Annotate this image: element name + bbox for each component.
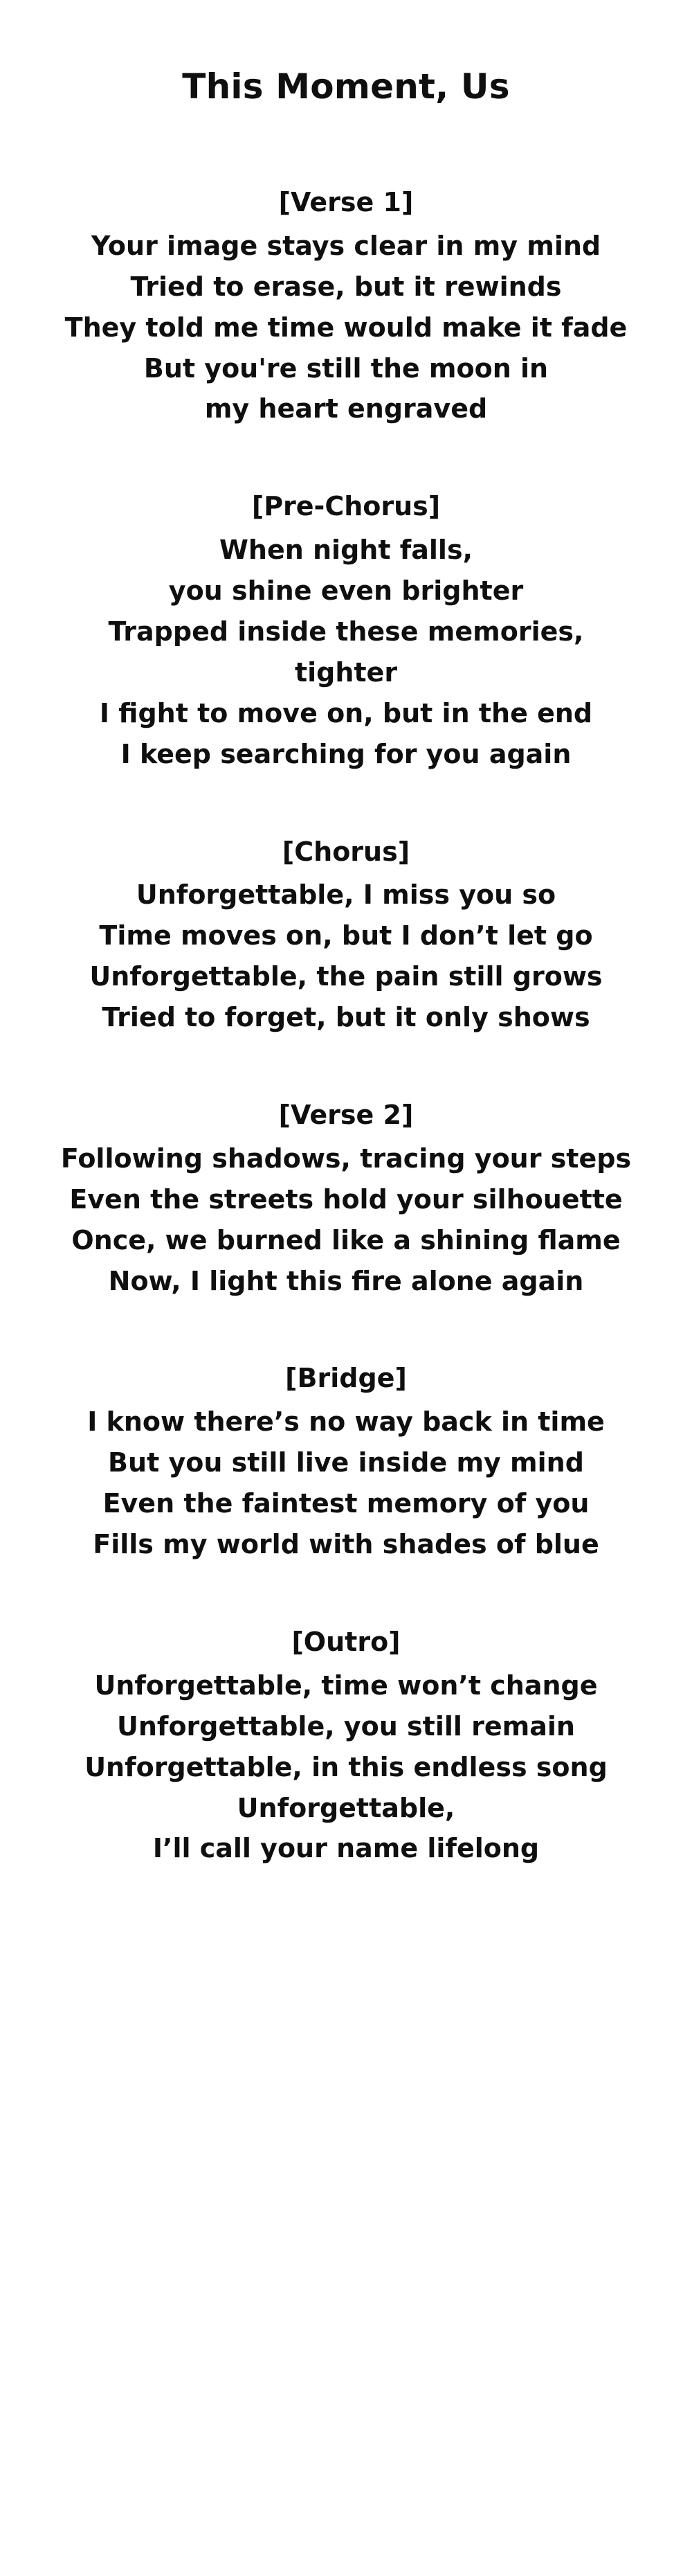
lyric-line: But you still live inside my mind bbox=[108, 1447, 584, 1478]
lyric-line: you shine even brighter bbox=[168, 575, 524, 607]
lyric-line: Your image stays clear in my mind bbox=[91, 230, 601, 261]
lyric-line: I keep searching for you again bbox=[120, 738, 572, 769]
lyric-line: I’ll call your name lifelong bbox=[152, 1833, 540, 1864]
lyrics-section bbox=[28, 182, 664, 429]
lyrics-section bbox=[28, 1358, 664, 1564]
section-header: [Verse 2] bbox=[278, 1100, 414, 1131]
lyric-line: Fills my world with shades of blue bbox=[93, 1529, 599, 1560]
lyric-line: Even the streets hold your silhouette bbox=[69, 1183, 623, 1215]
lyric-line: Tried to forget, but it only shows bbox=[102, 1002, 590, 1033]
section-header: [Outro] bbox=[291, 1626, 401, 1657]
lyric-line: Unforgettable, the pain still grows bbox=[89, 961, 603, 992]
lyric-line: Unforgettable, you still remain bbox=[117, 1710, 575, 1742]
lyric-line: They told me time would make it fade bbox=[64, 312, 628, 343]
lyric-line: my heart engraved bbox=[204, 393, 488, 424]
section-header: [Chorus] bbox=[282, 836, 410, 867]
section-header: [Verse 1] bbox=[278, 187, 414, 217]
page-title: This Moment, Us bbox=[182, 66, 510, 107]
lyric-line: Now, I light this fire alone again bbox=[108, 1265, 584, 1296]
lyrics-section bbox=[28, 486, 664, 774]
lyric-line: Tried to erase, but it rewinds bbox=[130, 271, 562, 302]
lyrics-section bbox=[28, 1095, 664, 1301]
lyric-line: But you're still the moon in bbox=[143, 352, 549, 384]
lyric-line: Unforgettable, time won’t change bbox=[94, 1670, 598, 1701]
lyric-line: Even the faintest memory of you bbox=[102, 1488, 590, 1519]
lyric-line: Unforgettable, in this endless song bbox=[84, 1751, 608, 1782]
section-header: [Pre-Chorus] bbox=[251, 491, 441, 522]
lyric-line: tighter bbox=[294, 656, 398, 688]
lyric-line: I fight to move on, but in the end bbox=[99, 697, 593, 728]
lyric-line: Following shadows, tracing your steps bbox=[60, 1143, 632, 1174]
lyric-line: Time moves on, but I don’t let go bbox=[99, 920, 593, 951]
lyric-line: I know there’s no way back in time bbox=[87, 1406, 605, 1438]
lyrics-section bbox=[28, 832, 664, 1038]
lyric-line: Unforgettable, I miss you so bbox=[136, 879, 556, 911]
lyric-line: Trapped inside these memories, bbox=[108, 616, 584, 647]
section-header: [Bridge] bbox=[285, 1363, 407, 1394]
lyric-line: Once, we burned like a shining flame bbox=[71, 1224, 621, 1255]
lyrics-section bbox=[28, 1622, 664, 1869]
lyrics-body bbox=[28, 182, 664, 1869]
lyric-line: Unforgettable, bbox=[237, 1792, 455, 1823]
lyric-line: When night falls, bbox=[219, 535, 473, 566]
